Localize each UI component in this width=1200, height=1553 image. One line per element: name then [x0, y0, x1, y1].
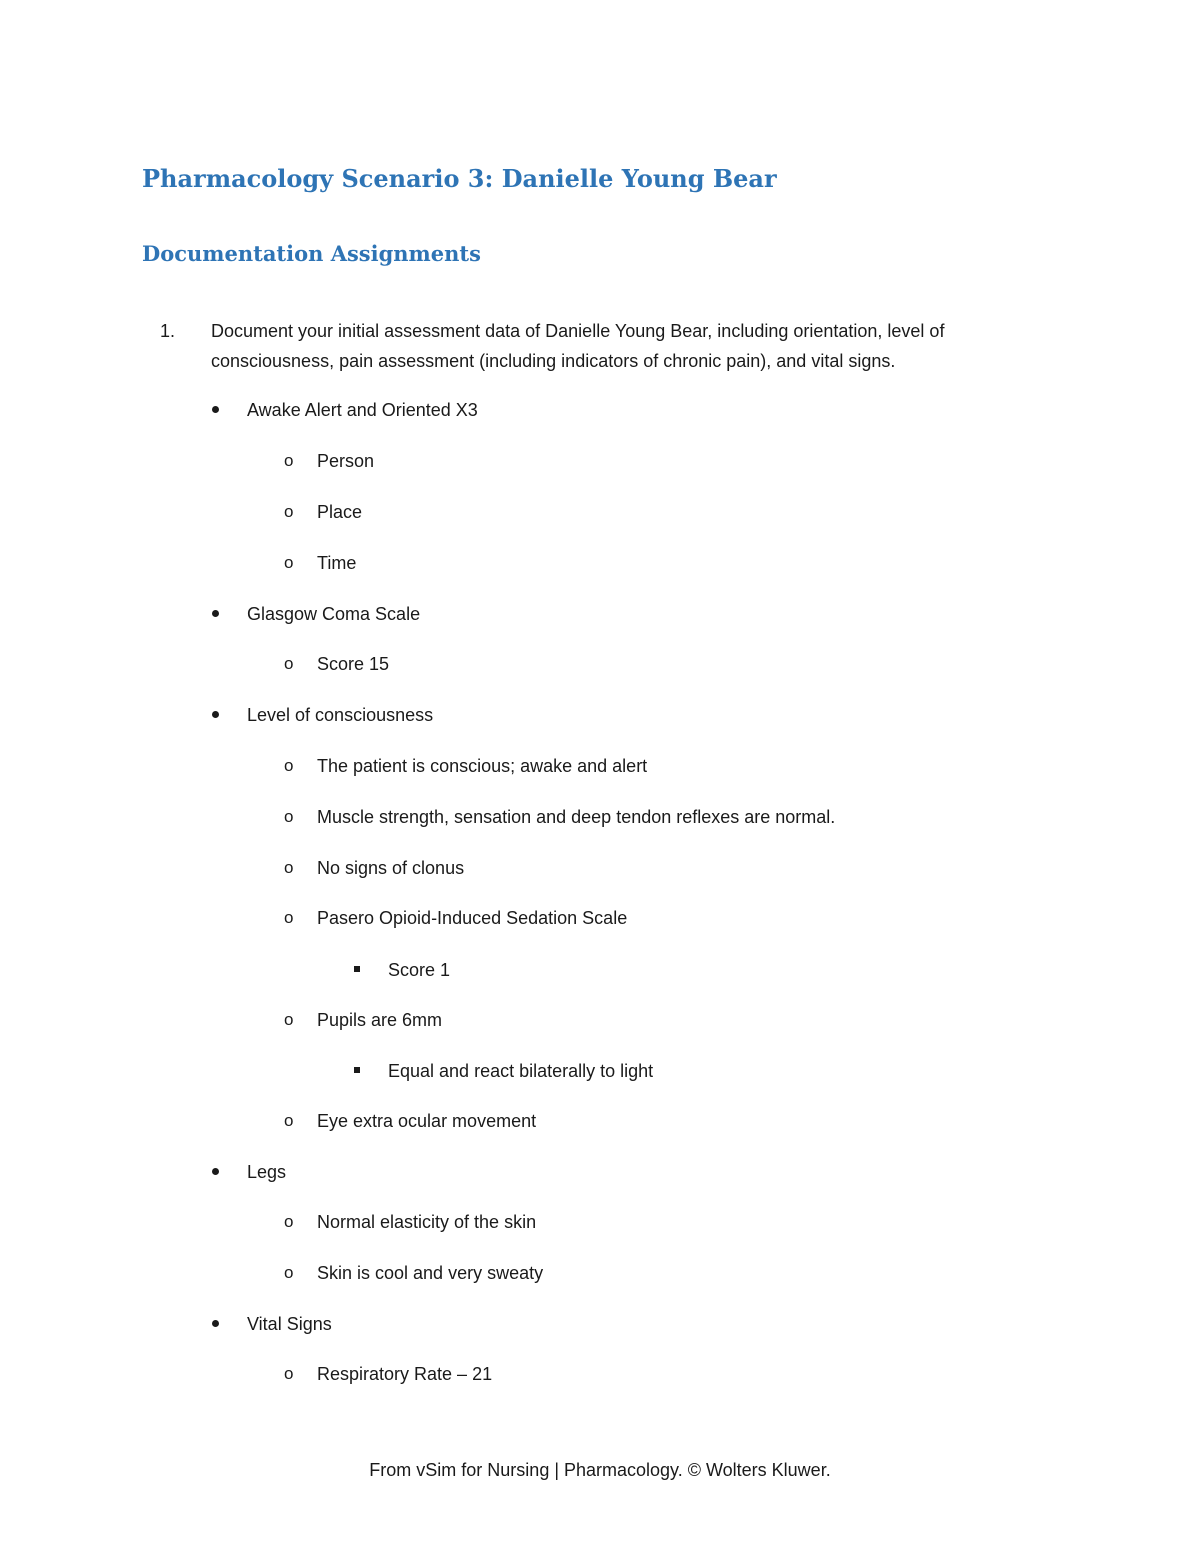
- list-item-awake: Awake Alert and Oriented X3: [247, 400, 478, 420]
- question-text-line-2: consciousness, pain assessment (including indicators of chronic pain), and vital signs.: [211, 351, 896, 371]
- bullet-dot-icon: [212, 406, 219, 413]
- list-item-glasgow-score: Score 15: [317, 654, 390, 674]
- page-title: Pharmacology Scenario 3: Danielle Young Bear: [142, 164, 777, 193]
- bullet-dot-icon: [212, 610, 219, 617]
- list-item-person: Person: [317, 451, 375, 471]
- list-item-place: Place: [317, 502, 363, 522]
- list-item-loc-conscious: The patient is conscious; awake and alert: [317, 756, 648, 776]
- bullet-dot-icon: [212, 711, 219, 718]
- list-item-vitals-rr: Respiratory Rate – 21: [317, 1364, 493, 1384]
- bullet-circle-icon: o: [284, 1212, 294, 1231]
- list-item-loc-pupils-equal: Equal and react bilaterally to light: [388, 1061, 654, 1081]
- bullet-square-icon: [354, 1067, 360, 1073]
- bullet-circle-icon: o: [284, 553, 294, 572]
- list-item-legs-elasticity: Normal elasticity of the skin: [317, 1212, 537, 1232]
- list-item-glasgow: Glasgow Coma Scale: [247, 604, 421, 624]
- list-item-time: Time: [317, 553, 357, 573]
- list-item-legs: Legs: [247, 1162, 287, 1182]
- bullet-square-icon: [354, 966, 360, 972]
- bullet-circle-icon: o: [284, 654, 294, 673]
- bullet-circle-icon: o: [284, 858, 294, 877]
- list-item-loc-pasero-score: Score 1: [388, 960, 451, 980]
- bullet-circle-icon: o: [284, 1111, 294, 1130]
- list-item-loc-eye: Eye extra ocular movement: [317, 1111, 537, 1131]
- bullet-circle-icon: o: [284, 756, 294, 775]
- bullet-circle-icon: o: [284, 502, 294, 521]
- list-item-legs-skin: Skin is cool and very sweaty: [317, 1263, 544, 1283]
- bullet-circle-icon: o: [284, 1263, 294, 1282]
- bullet-circle-icon: o: [284, 451, 294, 470]
- list-item-loc-pupils: Pupils are 6mm: [317, 1010, 443, 1030]
- bullet-circle-icon: o: [284, 1364, 294, 1383]
- bullet-dot-icon: [212, 1168, 219, 1175]
- bullet-circle-icon: o: [284, 908, 294, 927]
- bullet-dot-icon: [212, 1320, 219, 1327]
- list-item-loc-clonus: No signs of clonus: [317, 858, 465, 878]
- bullet-circle-icon: o: [284, 807, 294, 826]
- question-text-line-1: Document your initial assessment data of Danielle Young Bear, including orientation, level of: [211, 321, 945, 341]
- page-footer: From vSim for Nursing | Pharmacology. © Wolters Kluwer.: [369, 1460, 831, 1480]
- list-item-vitals: Vital Signs: [247, 1314, 332, 1334]
- list-item-loc-muscle: Muscle strength, sensation and deep tendon reflexes are normal.: [317, 807, 836, 827]
- section-heading: Documentation Assignments: [142, 241, 481, 266]
- question-number: 1.: [160, 321, 176, 341]
- bullet-circle-icon: o: [284, 1010, 294, 1029]
- list-item-loc-pasero: Pasero Opioid-Induced Sedation Scale: [317, 908, 628, 928]
- list-item-loc: Level of consciousness: [247, 705, 434, 725]
